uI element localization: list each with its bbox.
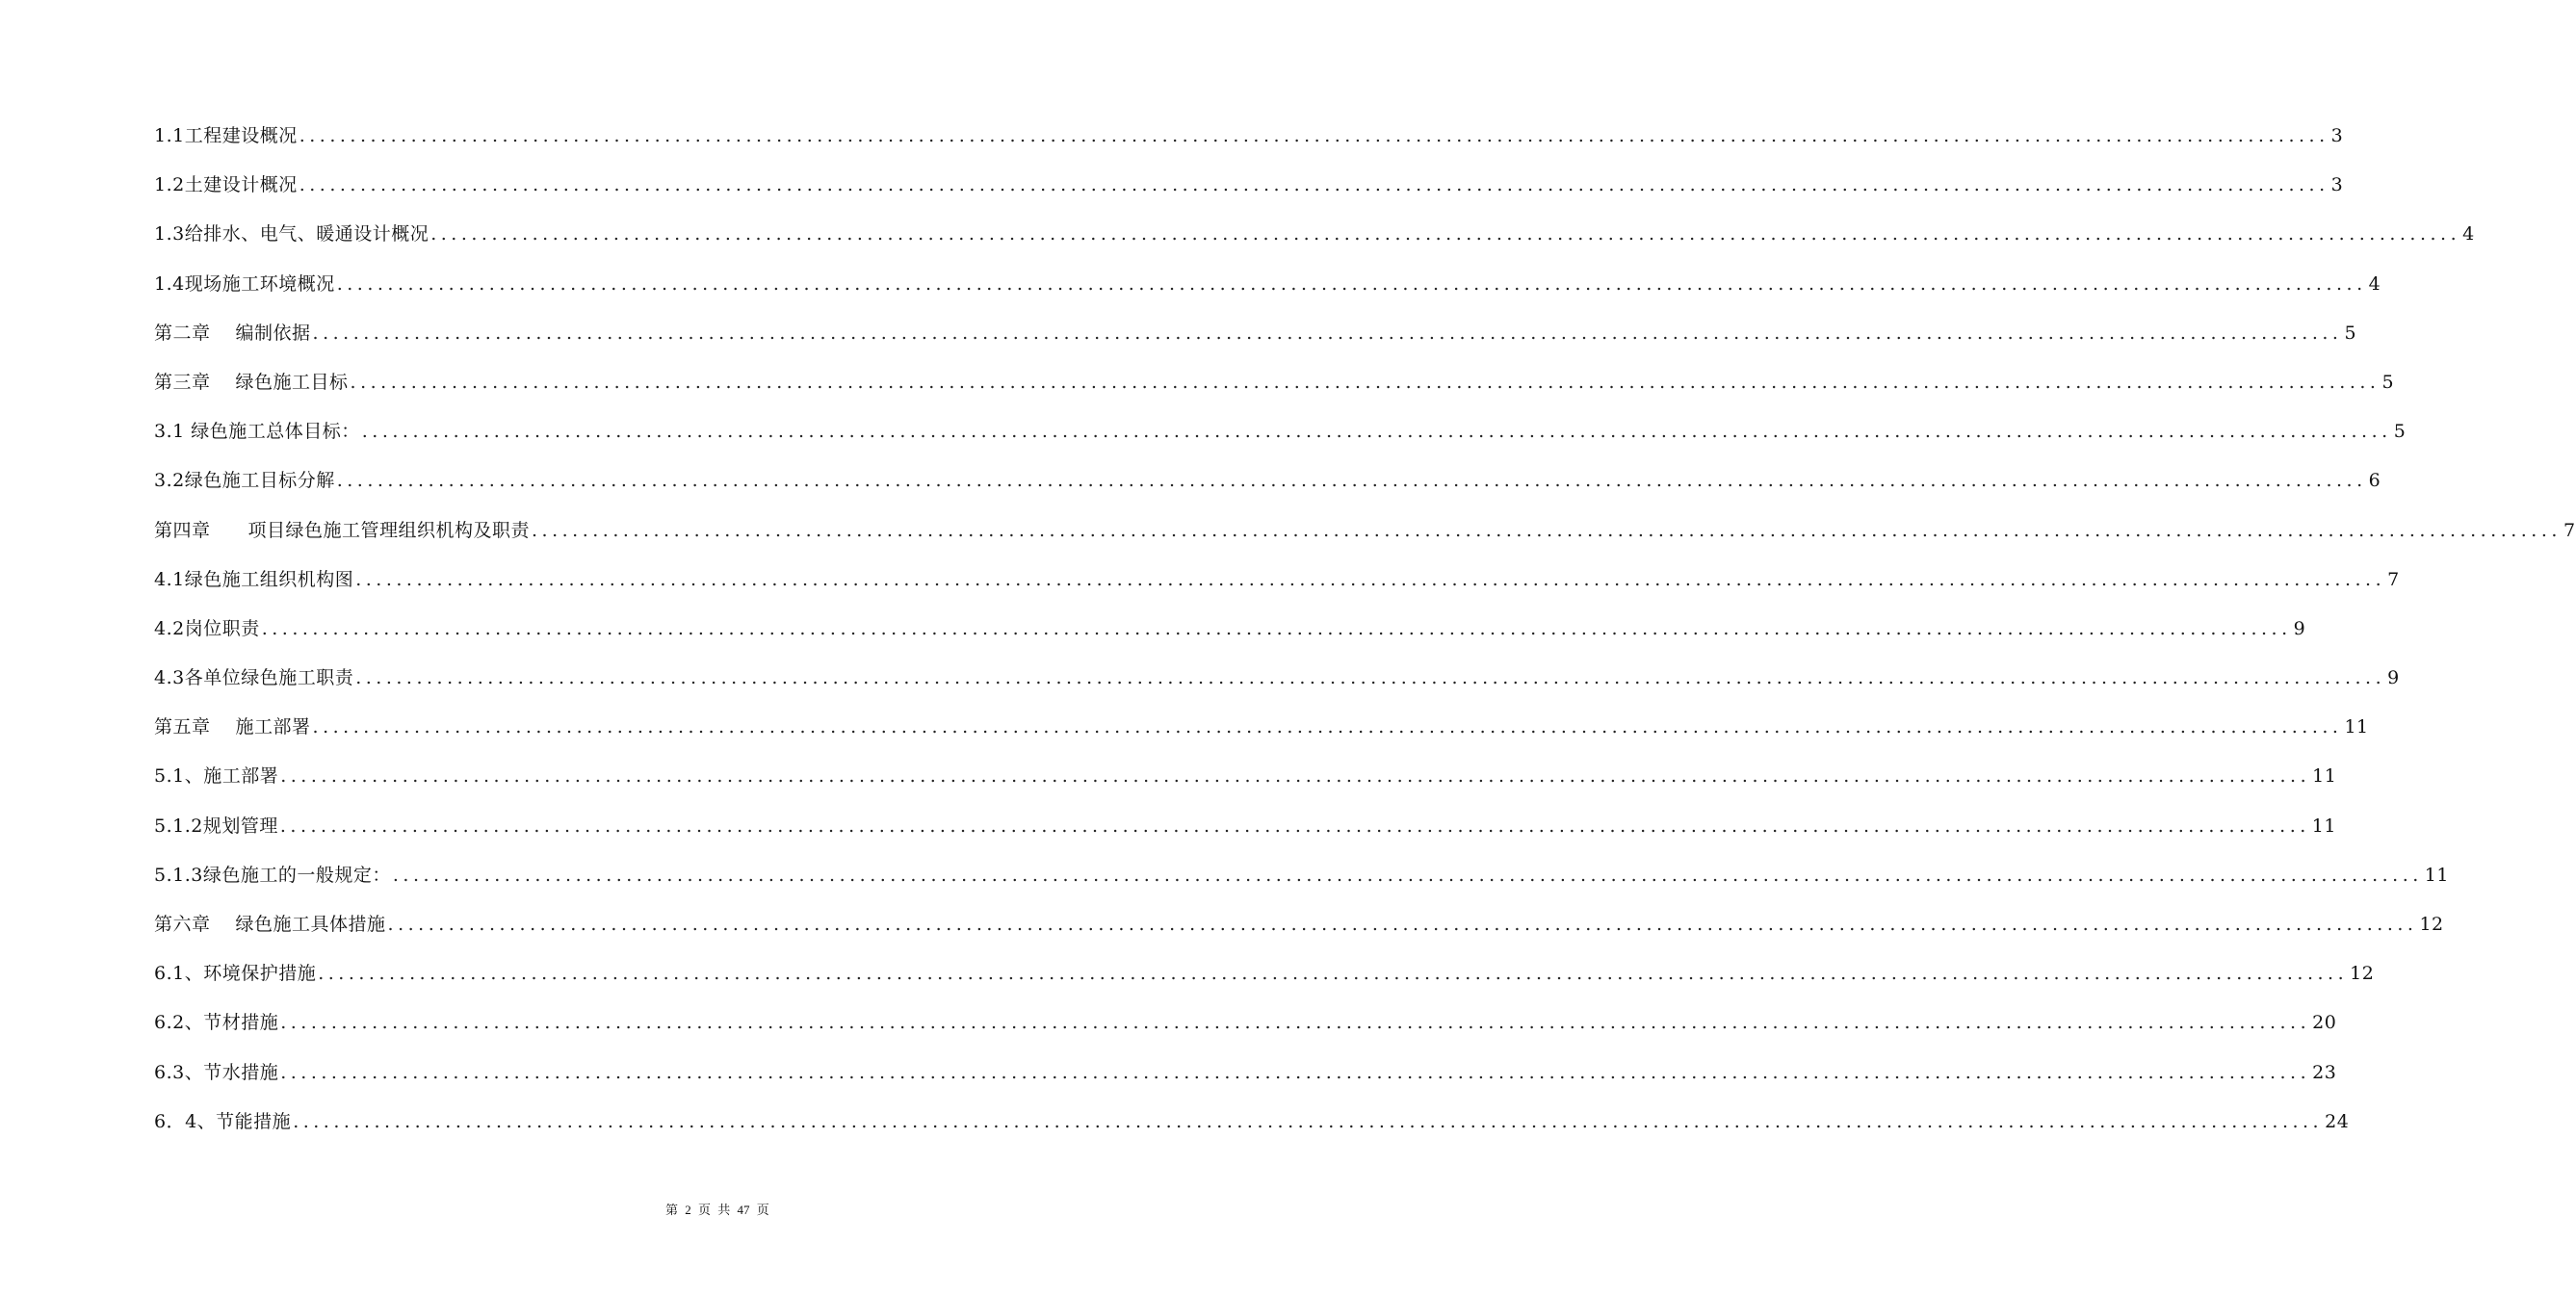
toc-entry-page-number: 11	[2424, 864, 2449, 886]
toc-entry-title: 6.2、节材措施	[154, 1012, 279, 1034]
toc-dot-leader: ........................................................................................................................................................................................................	[355, 667, 2386, 689]
toc-entry-page-number: 12	[2419, 914, 2444, 935]
toc-entry[interactable]	[154, 213, 2475, 262]
toc-entry[interactable]	[154, 263, 2381, 312]
toc-entry-title: 3.1 绿色施工总体目标：	[154, 421, 360, 443]
toc-entry[interactable]	[154, 706, 2369, 755]
toc-entry-title: 5.1.3绿色施工的一般规定：	[154, 864, 391, 886]
toc-dot-leader: ........................................................................................................................................................................................................	[280, 765, 2311, 788]
toc-dot-leader: ........................................................................................................................................................................................................	[350, 371, 2381, 393]
toc-entry[interactable]	[154, 903, 2444, 952]
page-number-label	[665, 1200, 773, 1218]
toc-entry[interactable]	[154, 1001, 2337, 1050]
total-pages-number: 47	[737, 1203, 750, 1217]
footer-prefix: 第	[665, 1203, 679, 1217]
toc-entry-title: 4.1绿色施工组织机构图	[154, 568, 354, 590]
toc-entry[interactable]	[154, 361, 2395, 410]
current-page-number: 2	[685, 1203, 691, 1217]
toc-dot-leader: ........................................................................................................................................................................................................	[261, 617, 2292, 639]
toc-entry[interactable]	[154, 1100, 2350, 1150]
toc-entry[interactable]	[154, 509, 2576, 558]
toc-entry-page-number: 24	[2325, 1110, 2350, 1132]
toc-entry-title: 1.1工程建设概况	[154, 125, 298, 146]
toc-entry[interactable]	[154, 115, 2344, 164]
footer-page-word: 页	[698, 1203, 712, 1217]
toc-entry-title: 6.3、节水措施	[154, 1061, 279, 1083]
toc-entry-title: 1.2土建设计概况	[154, 174, 298, 196]
toc-entry-page-number: 23	[2312, 1061, 2337, 1083]
toc-entry[interactable]	[154, 459, 2381, 508]
toc-entry-page-number: 4	[2368, 272, 2381, 295]
toc-entry-title: 第六章 绿色施工具体措施	[154, 914, 386, 935]
toc-dot-leader: ........................................................................................................................................................................................................	[336, 470, 2367, 492]
toc-entry-page-number: 7	[2387, 568, 2400, 590]
toc-dot-leader: ........................................................................................................................................................................................................	[279, 815, 2310, 837]
toc-entry-title: 6．4、节能措施	[154, 1110, 292, 1132]
toc-entry-page-number: 20	[2312, 1012, 2337, 1034]
toc-entry-title: 1.3给排水、电气、暖通设计概况	[154, 223, 429, 246]
toc-entry-title: 3.2绿色施工目标分解	[154, 470, 335, 492]
toc-entry-title: 4.2岗位职责	[154, 617, 260, 639]
toc-entry-page-number: 3	[2330, 125, 2344, 146]
footer-total-word: 共	[717, 1203, 731, 1217]
toc-dot-leader: ........................................................................................................................................................................................................	[318, 963, 2349, 985]
toc-entry-page-number: 11	[2344, 716, 2369, 738]
toc-entry[interactable]	[154, 854, 2449, 903]
toc-entry-title: 1.4现场施工环境概况	[154, 272, 335, 295]
toc-entry-page-number: 7	[2563, 519, 2576, 541]
toc-dot-leader: ........................................................................................................................................................................................................	[299, 125, 2329, 146]
footer-suffix: 页	[756, 1203, 769, 1217]
toc-entry[interactable]	[154, 608, 2306, 657]
toc-dot-leader: ........................................................................................................................................................................................................	[532, 519, 2562, 541]
toc-entry[interactable]	[154, 1051, 2337, 1100]
toc-entry-title: 6.1、环境保护措施	[154, 963, 317, 985]
toc-entry-title: 5.1.2规划管理	[154, 815, 278, 837]
toc-entry[interactable]	[154, 755, 2337, 804]
toc-dot-leader: ........................................................................................................................................................................................................	[361, 421, 2392, 443]
toc-entry-page-number: 9	[2293, 617, 2306, 639]
toc-dot-leader: ........................................................................................................................................................................................................	[355, 568, 2386, 590]
toc-entry[interactable]	[154, 657, 2400, 706]
toc-entry-page-number: 11	[2311, 815, 2336, 837]
toc-dot-leader: ........................................................................................................................................................................................................	[430, 223, 2461, 246]
toc-entry[interactable]	[154, 558, 2400, 608]
toc-dot-leader: ........................................................................................................................................................................................................	[299, 174, 2329, 196]
toc-entry-title: 4.3各单位绿色施工职责	[154, 667, 354, 689]
toc-entry-title: 5.1、施工部署	[154, 765, 279, 788]
toc-dot-leader: ........................................................................................................................................................................................................	[392, 864, 2423, 886]
toc-entry[interactable]	[154, 164, 2344, 213]
toc-entry-title: 第三章 绿色施工目标	[154, 371, 349, 393]
toc-entry-page-number: 5	[2344, 322, 2357, 344]
toc-dot-leader: ........................................................................................................................................................................................................	[387, 914, 2418, 935]
toc-dot-leader: ........................................................................................................................................................................................................	[312, 322, 2343, 344]
toc-entry[interactable]	[154, 410, 2407, 459]
toc-entry-title: 第四章 项目绿色施工管理组织机构及职责	[154, 519, 531, 541]
toc-entry[interactable]	[154, 805, 2336, 854]
toc-entry-page-number: 12	[2350, 963, 2375, 985]
toc-entry-page-number: 4	[2462, 223, 2475, 246]
toc-entry-page-number: 11	[2312, 765, 2337, 788]
toc-dot-leader: ........................................................................................................................................................................................................	[293, 1110, 2324, 1132]
toc-entry-title: 第五章 施工部署	[154, 716, 311, 738]
toc-dot-leader: ........................................................................................................................................................................................................	[280, 1012, 2311, 1034]
toc-entry[interactable]	[154, 952, 2375, 1001]
toc-entry-page-number: 3	[2330, 174, 2344, 196]
toc-entry-page-number: 5	[2381, 371, 2395, 393]
toc-dot-leader: ........................................................................................................................................................................................................	[336, 272, 2367, 295]
toc-entry-title: 第二章 编制依据	[154, 322, 311, 344]
table-of-contents	[154, 115, 2576, 1150]
toc-dot-leader: ........................................................................................................................................................................................................	[280, 1061, 2311, 1083]
toc-entry-page-number: 6	[2368, 470, 2381, 492]
toc-entry-page-number: 5	[2393, 421, 2407, 443]
toc-entry[interactable]	[154, 312, 2357, 361]
toc-dot-leader: ........................................................................................................................................................................................................	[312, 716, 2343, 738]
toc-entry-page-number: 9	[2387, 667, 2400, 689]
